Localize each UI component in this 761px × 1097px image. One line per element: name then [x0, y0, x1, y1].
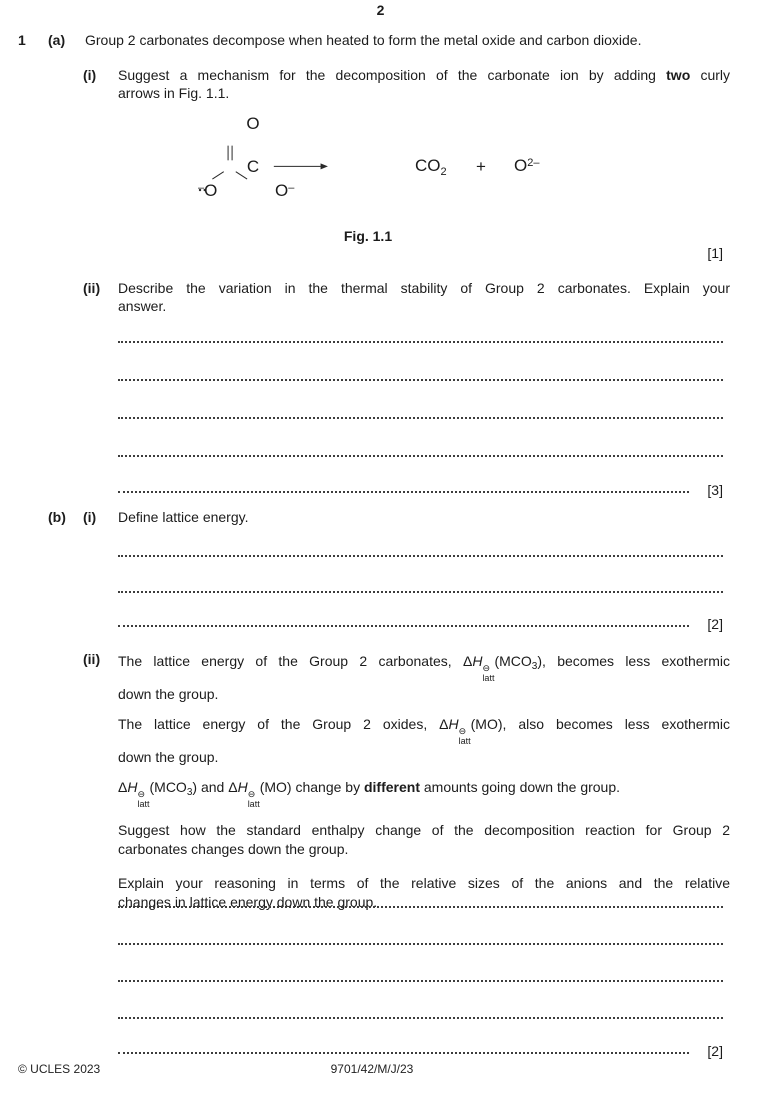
charge-minus: –: [288, 182, 295, 194]
text-segment: , also becomes less exothermic: [502, 716, 730, 732]
bii-paragraph-1: [118, 650, 730, 706]
formula-paren: ): [537, 653, 543, 669]
answer-line: [118, 419, 723, 457]
question-1a-row: [18, 31, 730, 49]
text-segment: down the group.: [118, 686, 219, 702]
answer-line: [118, 593, 723, 632]
text-segment: amounts going down the group.: [419, 779, 621, 795]
part-label-b: (b): [48, 509, 66, 525]
formula-arg: (MCO: [149, 779, 187, 795]
formula-sub3: 3: [186, 787, 193, 798]
plus-sign: +: [476, 157, 486, 176]
part-label-ii: (ii): [83, 651, 101, 667]
answer-line-dots: [118, 491, 689, 493]
answer-line-dots: [118, 1052, 689, 1054]
delta-symbol: Δ: [462, 653, 473, 669]
atom-label-o-left: [198, 182, 217, 199]
standard-state-symbol: ⊖: [482, 663, 490, 673]
part-label-ii: (ii): [83, 280, 101, 296]
text-segment: Explain your reasoning in terms of the relative sizes of the anions and the relative: [118, 875, 730, 891]
atom-o: O: [204, 181, 218, 200]
question-1a-text: Group 2 carbonates decompose when heated to form the metal oxide and carbon dioxide.: [85, 32, 642, 48]
answer-line: [118, 381, 723, 419]
page-footer: [0, 1060, 761, 1080]
co2-base: CO: [415, 156, 441, 175]
charge-minus: –: [198, 182, 205, 194]
question-1bi-text: Define lattice energy.: [118, 509, 249, 525]
delta-symbol: Δ: [228, 779, 238, 795]
mark-badge-1bii: [2]: [707, 1043, 723, 1059]
oxide-superscript: 2–: [527, 157, 540, 169]
text-segment: Suggest a mechanism for the decomposition of the carbonate ion by adding: [118, 67, 667, 83]
answer-lines-1aii: [118, 305, 723, 498]
question-1ai-text: [118, 66, 730, 102]
bii-paragraph-4: [118, 821, 730, 859]
fig-caption: Fig. 1.1: [343, 228, 393, 244]
lattice-energy-formula-mco3: [462, 653, 543, 683]
latt-subscript: latt: [247, 799, 260, 809]
answer-line: [118, 871, 723, 908]
co2-subscript: 2: [440, 166, 447, 178]
text-segment: down the group.: [118, 749, 219, 765]
text-segment: The lattice energy of the Group 2 oxides,: [118, 716, 440, 732]
page-number: 2: [376, 2, 385, 18]
formula-sub3: 3: [531, 661, 538, 672]
text-segment: changes in lattice energy down the group.: [118, 894, 378, 910]
bii-paragraph-2: [118, 713, 730, 769]
standard-latt-stack: [248, 790, 260, 809]
left-single-bond: [212, 172, 223, 179]
part-label-i: (i): [83, 67, 97, 83]
product-co2: [415, 156, 447, 178]
atom-label-c: C: [246, 157, 260, 176]
latt-subscript: latt: [137, 799, 150, 809]
latt-subscript: latt: [482, 673, 495, 683]
standard-state-symbol: ⊖: [247, 789, 256, 799]
latt-subscript: latt: [458, 736, 471, 746]
mark-badge-1aii: [3]: [707, 482, 723, 498]
text-segment: carbonates changes down the group.: [118, 841, 349, 857]
footer-copyright: © UCLES 2023: [18, 1062, 101, 1076]
answer-line-dots: [118, 625, 689, 627]
atom-label-o-right: [275, 182, 294, 199]
formula-arg: (MCO: [494, 653, 532, 669]
text-segment: Suggest how the standard enthalpy change of the decomposition reaction for Group 2: [118, 822, 730, 838]
mark-badge-1ai: [1]: [707, 245, 723, 261]
answer-line: [118, 521, 723, 557]
product-oxide-ion: [514, 157, 539, 174]
answer-line: [118, 457, 723, 498]
delta-symbol: Δ: [118, 779, 128, 795]
standard-state-symbol: ⊖: [458, 726, 467, 736]
text-segment: and: [197, 779, 229, 795]
lattice-energy-formula-mo: [439, 716, 503, 746]
fig-1-1-diagram: [185, 112, 557, 218]
answer-lines-1bii: [118, 871, 723, 1059]
lattice-energy-formula-mo: [228, 779, 292, 809]
answer-line: [118, 305, 723, 343]
standard-state-symbol: ⊖: [137, 789, 146, 799]
standard-latt-stack: [137, 790, 149, 809]
formula-paren: ): [192, 779, 198, 795]
text-segment: arrows in Fig. 1.1.: [118, 85, 230, 101]
question-1ai-row: [83, 66, 730, 102]
text-segment: answer.: [118, 298, 167, 314]
answer-line: [118, 557, 723, 593]
standard-latt-stack: [459, 727, 471, 746]
bold-word-different: different: [363, 779, 420, 795]
text-segment: , becomes less exothermic: [542, 653, 730, 669]
enthalpy-h: H: [472, 653, 483, 669]
enthalpy-h: H: [448, 716, 459, 732]
answer-lines-1bi: [118, 521, 723, 632]
atom-label-o-top: O: [246, 114, 260, 133]
question-number: 1: [18, 32, 26, 48]
footer-paper-code: 9701/42/M/J/23: [330, 1062, 414, 1076]
part-label-i: (i): [83, 509, 97, 525]
text-segment: change by: [291, 779, 364, 795]
bii-paragraph-3: [118, 776, 730, 809]
atom-o: O: [275, 181, 289, 200]
answer-line: [118, 343, 723, 381]
text-segment: The lattice energy of the Group 2 carbonates,: [118, 653, 463, 669]
oxide-base: O: [514, 156, 528, 175]
formula-arg: (MO): [470, 716, 503, 732]
answer-line: [118, 908, 723, 945]
delta-symbol: Δ: [439, 716, 449, 732]
answer-line: [118, 945, 723, 982]
answer-line: [118, 982, 723, 1019]
lattice-energy-formula-mco3: [118, 779, 198, 809]
bold-word-two: two: [666, 67, 691, 83]
answer-line: [118, 1019, 723, 1059]
formula-arg: (MO): [259, 779, 292, 795]
text-segment: curly: [690, 67, 731, 83]
standard-latt-stack: [482, 664, 494, 683]
carbonate-structure-svg: [185, 112, 557, 218]
part-label-a: (a): [48, 32, 66, 48]
mark-badge-1bi: [2]: [707, 616, 723, 632]
enthalpy-h: H: [237, 779, 248, 795]
enthalpy-h: H: [127, 779, 138, 795]
reaction-arrow-head: [321, 163, 328, 169]
text-segment: Describe the variation in the thermal stability of Group 2 carbonates. Explain your: [118, 280, 730, 296]
